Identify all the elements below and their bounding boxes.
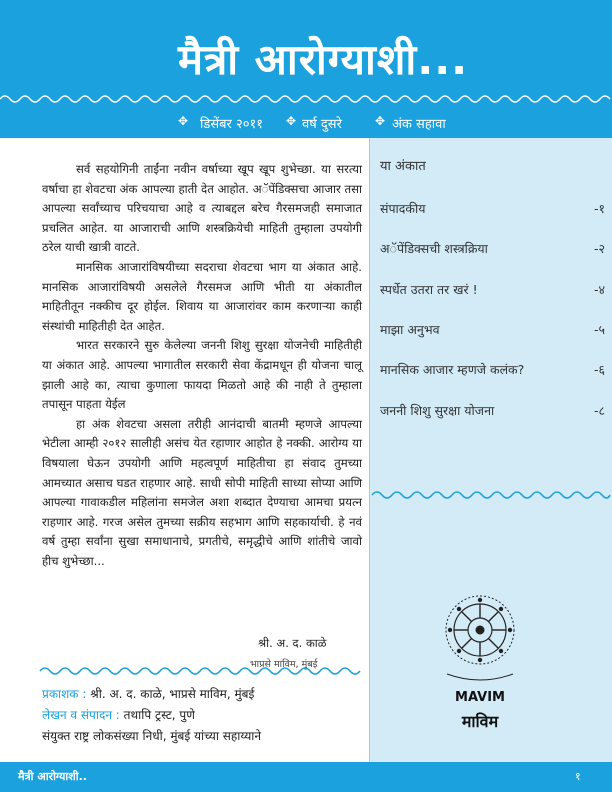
toc-item-page: -६ [593, 362, 605, 377]
toc-item[interactable] [380, 402, 605, 419]
toc-item-title: स्पर्धेत उतरा तर खरं ! [380, 282, 478, 297]
mavim-emblem-icon [425, 590, 535, 690]
page-number: १ [575, 770, 581, 783]
newsletter-title: मैत्री आरोग्याशी... [178, 35, 469, 84]
letter-paragraph: मानसिक आजारांविषयीच्या सदराचा शेवटचा भाग या अंकात आहे. मानसिक आजारांविषयी असलेले गैरसमज आणि भीती या अंकातील माहितीतून नक्कीच दूर होईल. शिवाय या आजारांवर काम करणाऱ्या काही संस्थांची माहितीही देत आहेत. [42, 259, 362, 333]
support-line: संयुक्त राष्ट्र लोकसंख्या निधी, मुंबई यांच्या सहाय्याने [42, 729, 262, 743]
editor-line [42, 705, 261, 726]
issue-year: वर्ष दुसरे [302, 117, 342, 132]
footer-bar [0, 762, 612, 792]
star-icon: ✥ [178, 114, 189, 128]
toc-item-page: -५ [593, 322, 605, 337]
column-divider [369, 138, 370, 762]
logo-text-english: MAVIM [455, 690, 505, 705]
signature-title: भाप्रसे माविम, मुंबई [250, 659, 318, 670]
toc-item-title: जननी शिशु सुरक्षा योजना [380, 403, 495, 418]
publisher-label: प्रकाशक : [42, 687, 87, 701]
issue-date: डिसेंबर २०११ [200, 117, 264, 132]
editor-label: लेखन व संपादन : [42, 708, 120, 722]
wave-divider-icon [38, 664, 368, 678]
credits-block [42, 684, 261, 747]
toc-item-page: -२ [593, 241, 605, 256]
toc-item[interactable] [380, 240, 605, 257]
wave-divider-icon [370, 488, 612, 502]
toc-item-page: -४ [593, 282, 605, 297]
toc-item[interactable] [380, 361, 605, 378]
letter-paragraph: भारत सरकारने सुरु केलेल्या जननी शिशु सुरक्षा योजनेची माहितीही या अंकात आहे. आपल्या भागातील सरकारी सेवा केंद्रामधून ही योजना चालू झाली आहे का, त्याचा कुणाला फायदा मिळतो आहे की नाही ते तुम्हाला तपासून पाहता येईल [42, 338, 362, 412]
toc-heading: या अंकात [380, 159, 426, 174]
header-banner [0, 0, 612, 138]
logo-text-marathi: माविम [461, 712, 499, 731]
toc-item-title: अॅपेंडिक्सची शस्त्रक्रिया [380, 241, 488, 256]
toc-item-title: माझा अनुभव [380, 322, 440, 337]
editor-value: तथापि ट्रस्ट, पुणे [123, 708, 195, 722]
toc-item[interactable] [380, 200, 605, 217]
issue-info-bar [0, 106, 612, 138]
publisher-value: श्री. अ. द. काळे, भाप्रसे माविम, मुंबई [90, 687, 255, 701]
star-icon: ✥ [375, 114, 386, 128]
footer-title: मैत्री आरोग्याशी.. [18, 770, 87, 783]
toc-item[interactable] [380, 321, 605, 338]
letter-paragraph: सर्व सहयोगिनी ताईंना नवीन वर्षाच्या खूप खूप शुभेच्छा. या सरत्या वर्षाचा हा शेवटचा अंक आपल्या हाती देत आहोत. अॅपेंडिक्सचा आजार तसा आपल्या सर्वांच्याच परिचयाचा आहे व त्याबद्दल बरेच गैरसमजही समाजात प्रचलित आहेत. या आजाराची आणि शस्त्रक्रियेची माहिती तुम्हाला उपयोगी ठरेल याची खात्री वाटते. [42, 162, 362, 255]
wave-divider-icon [0, 92, 612, 106]
signature-name: श्री. अ. द. काळे [258, 636, 327, 650]
editorial-letter [42, 160, 362, 571]
letter-paragraph: हा अंक शेवटचा असला तरीही आनंदाची बातमी म्हणजे आपल्या भेटीला आम्ही २०१२ सालीही असंच येत रहाणार आहोत हे नक्की. आरोग्य या विषयाला घेऊन उपयोगी आणि महत्वपूर्ण माहितीचा हा संवाद तुमच्या आमच्यात असाच घडत राहणार आहे. साधी सोपी माहिती साध्या सोप्या आणि आपल्या गावाकडील महिलांना समजेल अशा शब्दात देण्याचा आमचा प्रयत्न राहणार आहे. गरज असेल तुमच्या सक्रीय सहभाग आणि सहकार्याची. हे नवं वर्ष तुम्हा सर्वांना सुखा समाधानाचे, प्रगतीचे, समृद्धीचे आणि शांतीचे जावो हीच शुभेच्छा... [42, 416, 362, 568]
toc-item[interactable] [380, 281, 605, 298]
issue-number: अंक सहावा [392, 117, 446, 132]
toc-item-page: -८ [593, 403, 605, 418]
publisher-line [42, 684, 261, 705]
toc-item-page: -१ [593, 201, 605, 216]
star-icon: ✥ [286, 114, 297, 128]
toc-item-title: मानसिक आजार म्हणजे कलंक? [380, 362, 525, 377]
toc-item-title: संपादकीय [380, 201, 426, 216]
